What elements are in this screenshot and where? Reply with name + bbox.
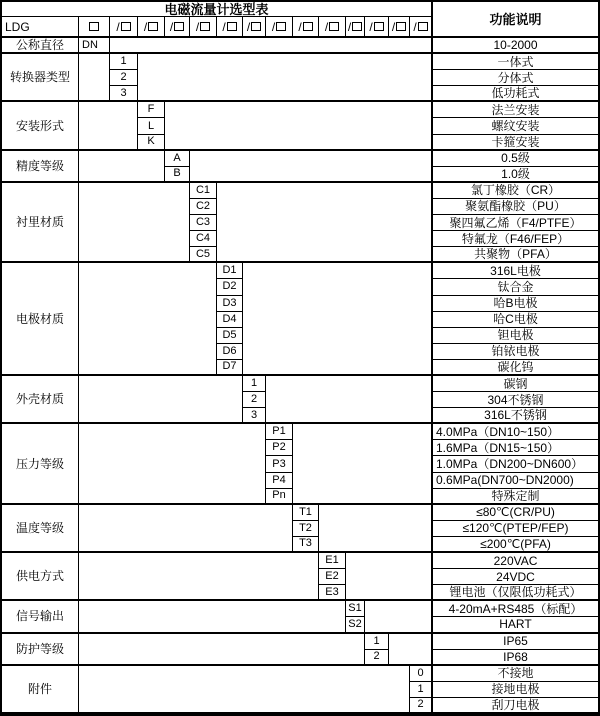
description-cell: ≤80℃(CR/PU) <box>432 505 598 521</box>
description-cell: 分体式 <box>432 70 598 86</box>
description-cell: 聚四氟乙烯（F4/PTFE） <box>432 215 598 231</box>
code-cell: 2 <box>365 650 389 666</box>
code-cell: E1 <box>319 553 346 569</box>
description-cell: 法兰安装 <box>432 102 598 118</box>
model-prefix: LDG <box>2 17 79 38</box>
category-label: 公称直径 <box>2 38 79 54</box>
code-cell: 0 <box>410 666 432 682</box>
spacer-cell <box>79 151 165 183</box>
description-cell: 24VDC <box>432 569 598 585</box>
slash-glyph: / <box>347 19 352 34</box>
slash-glyph: / <box>271 19 276 34</box>
spacer-cell <box>217 183 432 263</box>
description-cell: 哈C电极 <box>432 312 598 328</box>
slash-glyph: / <box>324 19 329 34</box>
description-cell: 接地电极 <box>432 682 598 698</box>
code-cell: DN <box>79 38 110 54</box>
code-cell: C1 <box>190 183 217 199</box>
description-cell: HART <box>432 617 598 633</box>
description-cell: 碳钢 <box>432 376 598 392</box>
category-label: 防护等级 <box>2 634 79 666</box>
description-cell: 铂铱电极 <box>432 344 598 360</box>
description-cell: 钽电极 <box>432 328 598 344</box>
code-cell: S1 <box>346 601 365 617</box>
description-cell: 锂电池（仅限低功耗式） <box>432 585 598 601</box>
slash-glyph: / <box>246 19 251 34</box>
category-label: 衬里材质 <box>2 183 79 263</box>
model-code-box <box>217 17 243 38</box>
description-cell: 卡箍安装 <box>432 135 598 151</box>
code-box-glyph <box>352 22 362 31</box>
code-cell: D3 <box>217 296 243 312</box>
description-cell: 氯丁橡胶（CR） <box>432 183 598 199</box>
code-cell: T2 <box>293 521 319 537</box>
description-cell: 钛合金 <box>432 279 598 295</box>
description-cell: 1.0MPa（DN200~DN600） <box>432 456 598 472</box>
spacer-cell <box>79 553 319 601</box>
category-label: 压力等级 <box>2 424 79 504</box>
code-cell: D2 <box>217 279 243 295</box>
model-code-box <box>365 17 389 38</box>
code-box-glyph <box>251 22 261 31</box>
model-code-box <box>319 17 346 38</box>
spacer-cell <box>79 102 138 150</box>
model-code-box <box>410 17 432 38</box>
description-cell: 一体式 <box>432 54 598 70</box>
code-cell: 2 <box>110 70 138 86</box>
description-cell: 特氟龙（F46/FEP） <box>432 231 598 247</box>
category-label: 精度等级 <box>2 151 79 183</box>
code-cell: 3 <box>110 86 138 102</box>
description-cell: 共聚物（PFA） <box>432 247 598 263</box>
description-cell: 特殊定制 <box>432 489 598 505</box>
spacer-cell <box>79 263 217 376</box>
description-cell: ≤200℃(PFA) <box>432 537 598 553</box>
code-cell: D1 <box>217 263 243 279</box>
code-cell: T1 <box>293 505 319 521</box>
model-code-box <box>293 17 319 38</box>
spacer-cell <box>79 505 293 553</box>
spacer-cell <box>365 601 432 633</box>
category-label: 转换器类型 <box>2 54 79 102</box>
category-label: 信号输出 <box>2 601 79 633</box>
model-code-box <box>266 17 293 38</box>
description-cell: 聚氨酯橡胶（PU） <box>432 199 598 215</box>
code-cell: C4 <box>190 231 217 247</box>
code-box-glyph <box>148 22 158 31</box>
description-cell: 316L不锈钢 <box>432 408 598 424</box>
code-box-glyph <box>303 22 313 31</box>
code-cell: P1 <box>266 424 293 440</box>
description-cell: 4.0MPa（DN10~150） <box>432 424 598 440</box>
model-code-box <box>165 17 190 38</box>
code-cell: E2 <box>319 569 346 585</box>
model-code-box <box>138 17 165 38</box>
code-box-glyph <box>374 22 384 31</box>
code-cell: L <box>138 118 165 134</box>
code-cell: 1 <box>243 376 266 392</box>
model-code-box <box>190 17 217 38</box>
description-cell: 1.6MPa（DN15~150） <box>432 440 598 456</box>
slash-glyph: / <box>222 19 226 34</box>
spacer-cell <box>79 183 190 263</box>
description-cell: IP65 <box>432 634 598 650</box>
code-cell: C5 <box>190 247 217 263</box>
code-cell: B <box>165 167 190 183</box>
code-cell: D7 <box>217 360 243 376</box>
code-cell: Pn <box>266 489 293 505</box>
code-box-glyph <box>200 22 210 31</box>
spacer-cell <box>110 38 432 54</box>
model-code-box <box>79 17 110 38</box>
code-cell: P3 <box>266 456 293 472</box>
model-code-box <box>346 17 365 38</box>
code-box-glyph <box>89 22 99 31</box>
description-cell: 10-2000 <box>432 38 598 54</box>
model-code-box <box>389 17 410 38</box>
spacer-cell <box>190 151 432 183</box>
code-cell: D4 <box>217 312 243 328</box>
table-title: 电磁流量计选型表 <box>2 2 432 17</box>
slash-glyph: / <box>195 19 200 34</box>
slash-glyph: / <box>169 19 174 34</box>
code-cell: C2 <box>190 199 217 215</box>
category-label: 温度等级 <box>2 505 79 553</box>
spacer-cell <box>346 553 432 601</box>
code-cell: 2 <box>243 392 266 408</box>
spacer-cell <box>79 666 410 714</box>
code-cell: K <box>138 135 165 151</box>
code-cell: D6 <box>217 344 243 360</box>
code-cell: F <box>138 102 165 118</box>
slash-glyph: / <box>413 19 417 34</box>
slash-glyph: / <box>143 19 148 34</box>
description-cell: 220VAC <box>432 553 598 569</box>
code-box-glyph <box>276 22 286 31</box>
code-cell: E3 <box>319 585 346 601</box>
code-box-glyph <box>329 22 339 31</box>
category-label: 供电方式 <box>2 553 79 601</box>
code-box-glyph <box>121 22 131 31</box>
code-box-glyph <box>227 22 237 31</box>
model-code-box <box>110 17 138 38</box>
code-cell: T3 <box>293 537 319 553</box>
description-cell: 螺纹安装 <box>432 118 598 134</box>
spacer-cell <box>79 634 365 666</box>
code-cell: 1 <box>410 682 432 698</box>
spacer-cell <box>389 634 432 666</box>
slash-glyph: / <box>391 19 396 34</box>
spacer-cell <box>138 54 432 102</box>
code-cell: P4 <box>266 473 293 489</box>
description-cell: 低功耗式 <box>432 86 598 102</box>
spacer-cell <box>293 424 432 504</box>
spacer-cell <box>165 102 432 150</box>
slash-glyph: / <box>116 19 120 34</box>
category-label: 附件 <box>2 666 79 714</box>
spacer-cell <box>79 601 346 633</box>
description-cell: 不接地 <box>432 666 598 682</box>
spacer-cell <box>266 376 432 424</box>
spacer-cell <box>79 376 243 424</box>
category-label: 外壳材质 <box>2 376 79 424</box>
category-label: 安装形式 <box>2 102 79 150</box>
code-box-glyph <box>174 22 184 31</box>
function-column-header: 功能说明 <box>432 2 598 38</box>
code-cell: 1 <box>365 634 389 650</box>
description-cell: 哈B电极 <box>432 296 598 312</box>
description-cell: ≤120℃(PTEP/FEP) <box>432 521 598 537</box>
code-cell: 1 <box>110 54 138 70</box>
code-cell: A <box>165 151 190 167</box>
code-cell: P2 <box>266 440 293 456</box>
description-cell: 碳化钨 <box>432 360 598 376</box>
spacer-cell <box>243 263 432 376</box>
description-cell: 0.5级 <box>432 151 598 167</box>
spacer-cell <box>319 505 432 553</box>
description-cell: IP68 <box>432 650 598 666</box>
description-cell: 316L电极 <box>432 263 598 279</box>
code-cell: S2 <box>346 617 365 633</box>
model-code-box <box>243 17 266 38</box>
category-label: 电极材质 <box>2 263 79 376</box>
description-cell: 4-20mA+RS485（标配） <box>432 601 598 617</box>
code-box-glyph <box>396 22 406 31</box>
code-cell: C3 <box>190 215 217 231</box>
description-cell: 0.6MPa(DN700~DN2000) <box>432 473 598 489</box>
description-cell: 刮刀电极 <box>432 698 598 714</box>
spacer-cell <box>79 424 266 504</box>
description-cell: 1.0级 <box>432 167 598 183</box>
code-box-glyph <box>418 22 428 31</box>
description-cell: 304不锈钢 <box>432 392 598 408</box>
spacer-cell <box>79 54 110 102</box>
code-cell: D5 <box>217 328 243 344</box>
slash-glyph: / <box>298 19 302 34</box>
code-cell: 2 <box>410 698 432 714</box>
slash-glyph: / <box>369 19 373 34</box>
code-cell: 3 <box>243 408 266 424</box>
